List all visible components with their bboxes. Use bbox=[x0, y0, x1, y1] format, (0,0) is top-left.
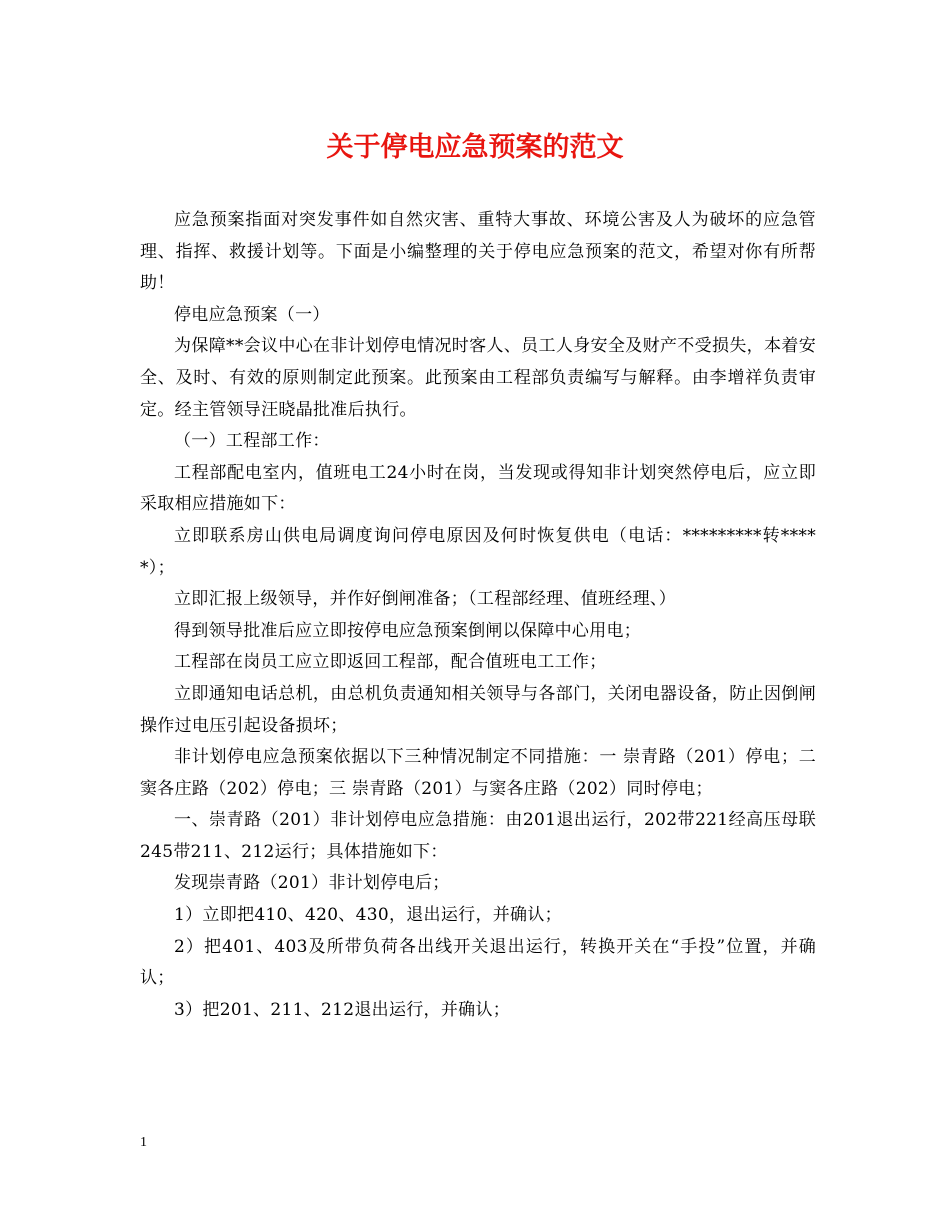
list-item-step-3: 3）把201、211、212退出运行，并确认； bbox=[174, 999, 511, 1020]
paragraph-three-cases: 非计划停电应急预案依据以下三种情况制定不同措施：一 崇青路（201）停电；二 窦各庄路（202）停电；三 崇青路（201）与窦各庄路（202）同时停电； bbox=[140, 747, 816, 799]
paragraph-report-leaders: 立即汇报上级领导，并作好倒闸准备；（工程部经理、值班经理、） bbox=[174, 589, 676, 610]
paragraph-intro: 应急预案指面对突发事件如自然灾害、重特大事故、环境公害及人为破坏的应急管理、指挥、救援计划等。下面是小编整理的关于停电应急预案的范文，希望对你有所帮助！ bbox=[140, 210, 816, 294]
list-item-step-1: 1）立即把410、420、430，退出运行，并确认； bbox=[174, 905, 562, 926]
paragraph-switch-after-approval: 得到领导批准后应立即按停电应急预案倒闸以保障中心用电； bbox=[174, 620, 642, 641]
document-body bbox=[140, 205, 816, 1026]
document-title: 关于停电应急预案的范文 bbox=[326, 132, 624, 163]
paragraph-contact-power-bureau: 立即联系房山供电局调度询问停电原因及何时恢复供电（电话：*********转*****）； bbox=[140, 525, 816, 578]
paragraph-notify-switchboard: 立即通知电话总机，由总机负责通知相关领导与各部门，关闭电器设备，防止因倒闸操作过电压引起设备损坏； bbox=[140, 683, 816, 736]
paragraph-duty-electrician: 工程部配电室内，值班电工24小时在岗，当发现或得知非计划突然停电后，应立即采取相应措施如下： bbox=[140, 462, 816, 515]
paragraph-staff-return: 工程部在岗员工应立即返回工程部，配合值班电工工作； bbox=[174, 652, 607, 673]
paragraph-case-one-measures: 一、崇青路（201）非计划停电应急措施：由201退出运行，202带221经高压母联245带211、212运行；具体措施如下： bbox=[140, 810, 816, 862]
heading-engineering-work: （一）工程部工作： bbox=[174, 431, 330, 452]
paragraph-discover-outage: 发现崇青路（201）非计划停电后； bbox=[174, 873, 450, 894]
list-item-step-2: 2）把401、403及所带负荷各出线开关退出运行，转换开关在“手投”位置，并确认； bbox=[140, 936, 816, 989]
heading-plan-one: 停电应急预案（一） bbox=[174, 304, 330, 325]
paragraph-purpose: 为保障**会议中心在非计划停电情况时客人、员工人身安全及财产不受损失，本着安全、及时、有效的原则制定此预案。此预案由工程部负责编写与解释。由李增祥负责审定。经主管领导汪晓晶批准后执行。 bbox=[140, 336, 816, 420]
page-number: 1 bbox=[140, 1135, 147, 1150]
